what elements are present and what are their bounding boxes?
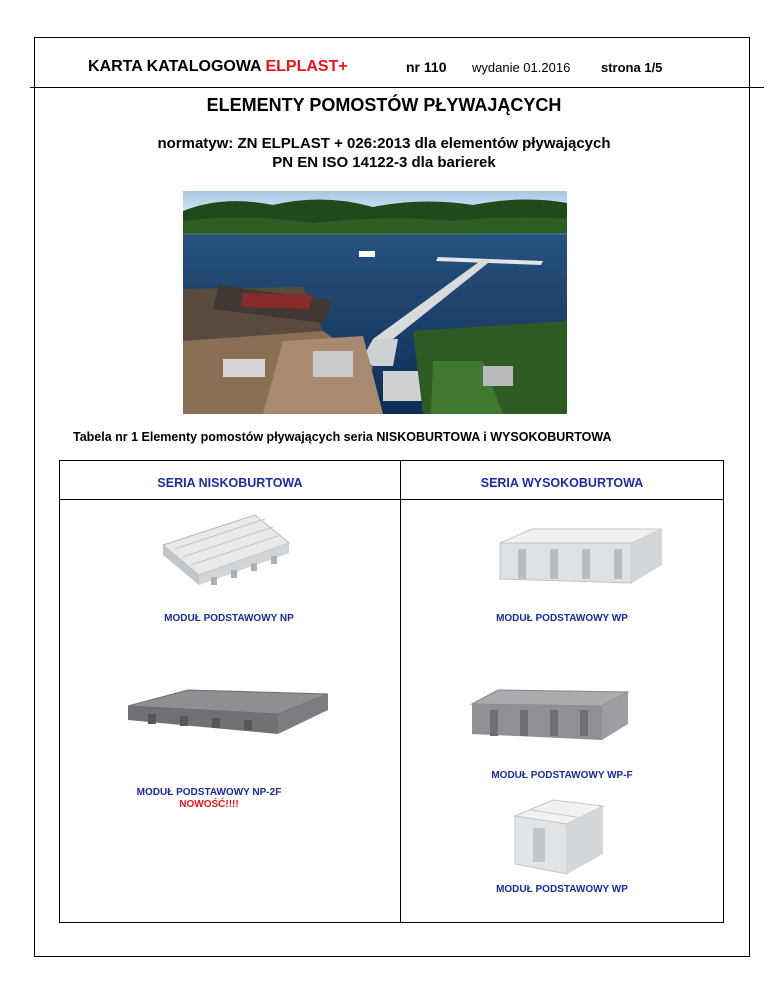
module-np-image xyxy=(159,511,293,591)
column-header-low-rim: SERIA NISKOBURTOWA xyxy=(157,476,303,490)
sheet-number: nr 110 xyxy=(406,59,447,75)
column-divider xyxy=(400,461,401,922)
module-np2f-image xyxy=(124,684,332,748)
norms-block xyxy=(0,134,768,172)
module-wp-block-image xyxy=(509,794,609,878)
page-number: strona 1/5 xyxy=(601,60,663,75)
header-row-divider xyxy=(60,499,723,500)
module-wpf-label: MODUŁ PODSTAWOWY WP-F xyxy=(491,770,633,781)
document-header xyxy=(88,58,708,80)
brand-name: ELPLAST+ xyxy=(265,58,348,75)
module-wp-block-label: MODUŁ PODSTAWOWY WP xyxy=(496,884,628,895)
norm-line: normatyw: ZN ELPLAST + 026:2013 dla elementów pływających xyxy=(157,135,611,152)
norm-line: PN EN ISO 14122-3 dla barierek xyxy=(272,154,496,171)
page-title: ELEMENTY POMOSTÓW PŁYWAJĄCYCH xyxy=(206,95,562,115)
column-header-high-rim: SERIA WYSOKOBURTOWA xyxy=(480,476,644,490)
module-np2f-name: MODUŁ PODSTAWOWY NP-2F xyxy=(136,787,282,798)
module-wp-image xyxy=(496,523,666,591)
module-np2f-label xyxy=(59,787,359,811)
header-divider xyxy=(30,87,764,88)
edition-date: wydanie 01.2016 xyxy=(472,60,571,75)
module-np-label: MODUŁ PODSTAWOWY NP xyxy=(164,613,294,624)
module-wpf-image xyxy=(468,686,632,746)
new-badge: NOWOŚĆ!!!! xyxy=(179,799,239,810)
module-wp-label: MODUŁ PODSTAWOWY WP xyxy=(496,613,628,624)
catalog-title: KARTA KATALOGOWA ELPLAST+ xyxy=(88,58,348,75)
table-caption: Tabela nr 1 Elementy pomostów pływających seria NISKOBURTOWA i WYSOKOBURTOWA xyxy=(73,430,612,444)
pier-photo xyxy=(183,191,567,414)
